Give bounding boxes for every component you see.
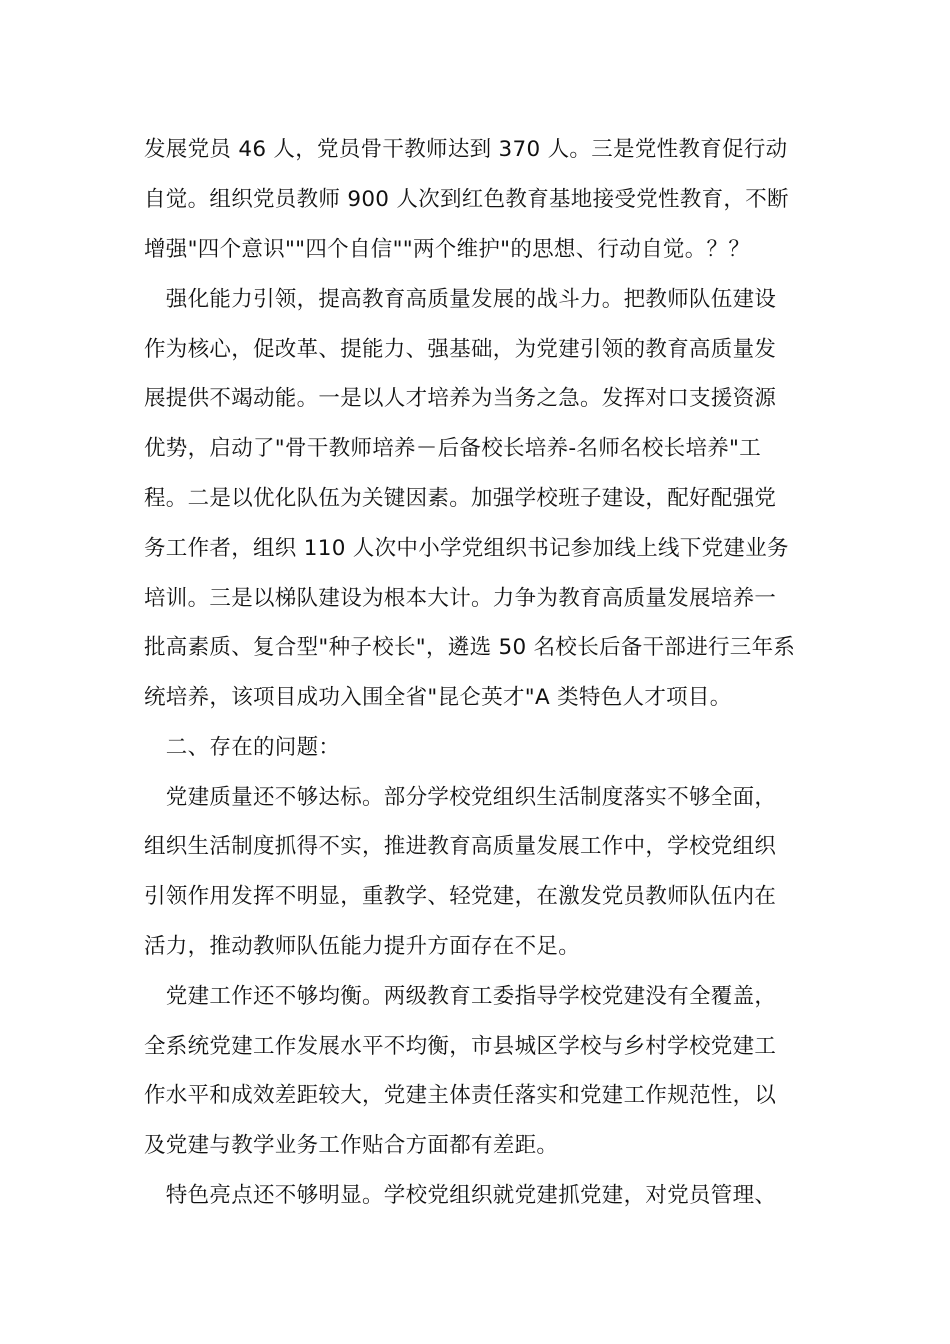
text-line: 活力，推动教师队伍能力提升方面存在不足。 [144, 934, 581, 959]
text-line: 作水平和成效差距较大，党建主体责任落实和党建工作规范性，以 [144, 1083, 777, 1108]
text-line: 强化能力引领，提高教育高质量发展的战斗力。把教师队伍建设 [144, 287, 777, 312]
section-heading: 二、存在的问题： [144, 735, 341, 760]
text-line: 及党建与教学业务工作贴合方面都有差距。 [144, 1133, 559, 1158]
text-line: 展提供不竭动能。一是以人才培养为当务之急。发挥对口支援资源 [144, 386, 777, 411]
text-line: 优势，启动了"骨干教师培养－后备校长培养-名师名校长培养"工 [144, 436, 762, 461]
text-line: 务工作者，组织 110 人次中小学党组织书记参加线上线下党建业务 [144, 536, 789, 561]
text-line: 全系统党建工作发展水平不均衡，市县城区学校与乡村学校党建工 [144, 1034, 777, 1059]
text-line: 发展党员 46 人，党员骨干教师达到 370 人。三是党性教育促行动 [144, 137, 788, 162]
text-line: 自觉。组织党员教师 900 人次到红色教育基地接受党性教育，不断 [144, 187, 789, 212]
text-line: 引领作用发挥不明显，重教学、轻党建，在激发党员教师队伍内在 [144, 884, 777, 909]
text-line: 特色亮点还不够明显。学校党组织就党建抓党建，对党员管理、 [144, 1183, 777, 1208]
text-line: 党建工作还不够均衡。两级教育工委指导学校党建没有全覆盖， [144, 984, 777, 1009]
text-line: 统培养，该项目成功入围全省"昆仑英才"A 类特色人才项目。 [144, 685, 732, 710]
text-line: 组织生活制度抓得不实，推进教育高质量发展工作中，学校党组织 [144, 834, 777, 859]
text-line: 培训。三是以梯队建设为根本大计。力争为教育高质量发展培养一 [144, 586, 777, 611]
text-line: 增强"四个意识""四个自信""两个维护"的思想、行动自觉。？？ [144, 237, 751, 262]
text-line: 作为核心，促改革、提能力、强基础，为党建引领的教育高质量发 [144, 337, 777, 362]
text-line: 批高素质、复合型"种子校长"，遴选 50 名校长后备干部进行三年系 [144, 635, 796, 660]
text-line: 党建质量还不够达标。部分学校党组织生活制度落实不够全面， [144, 785, 777, 810]
text-line: 程。二是以优化队伍为关键因素。加强学校班子建设，配好配强党 [144, 486, 777, 511]
